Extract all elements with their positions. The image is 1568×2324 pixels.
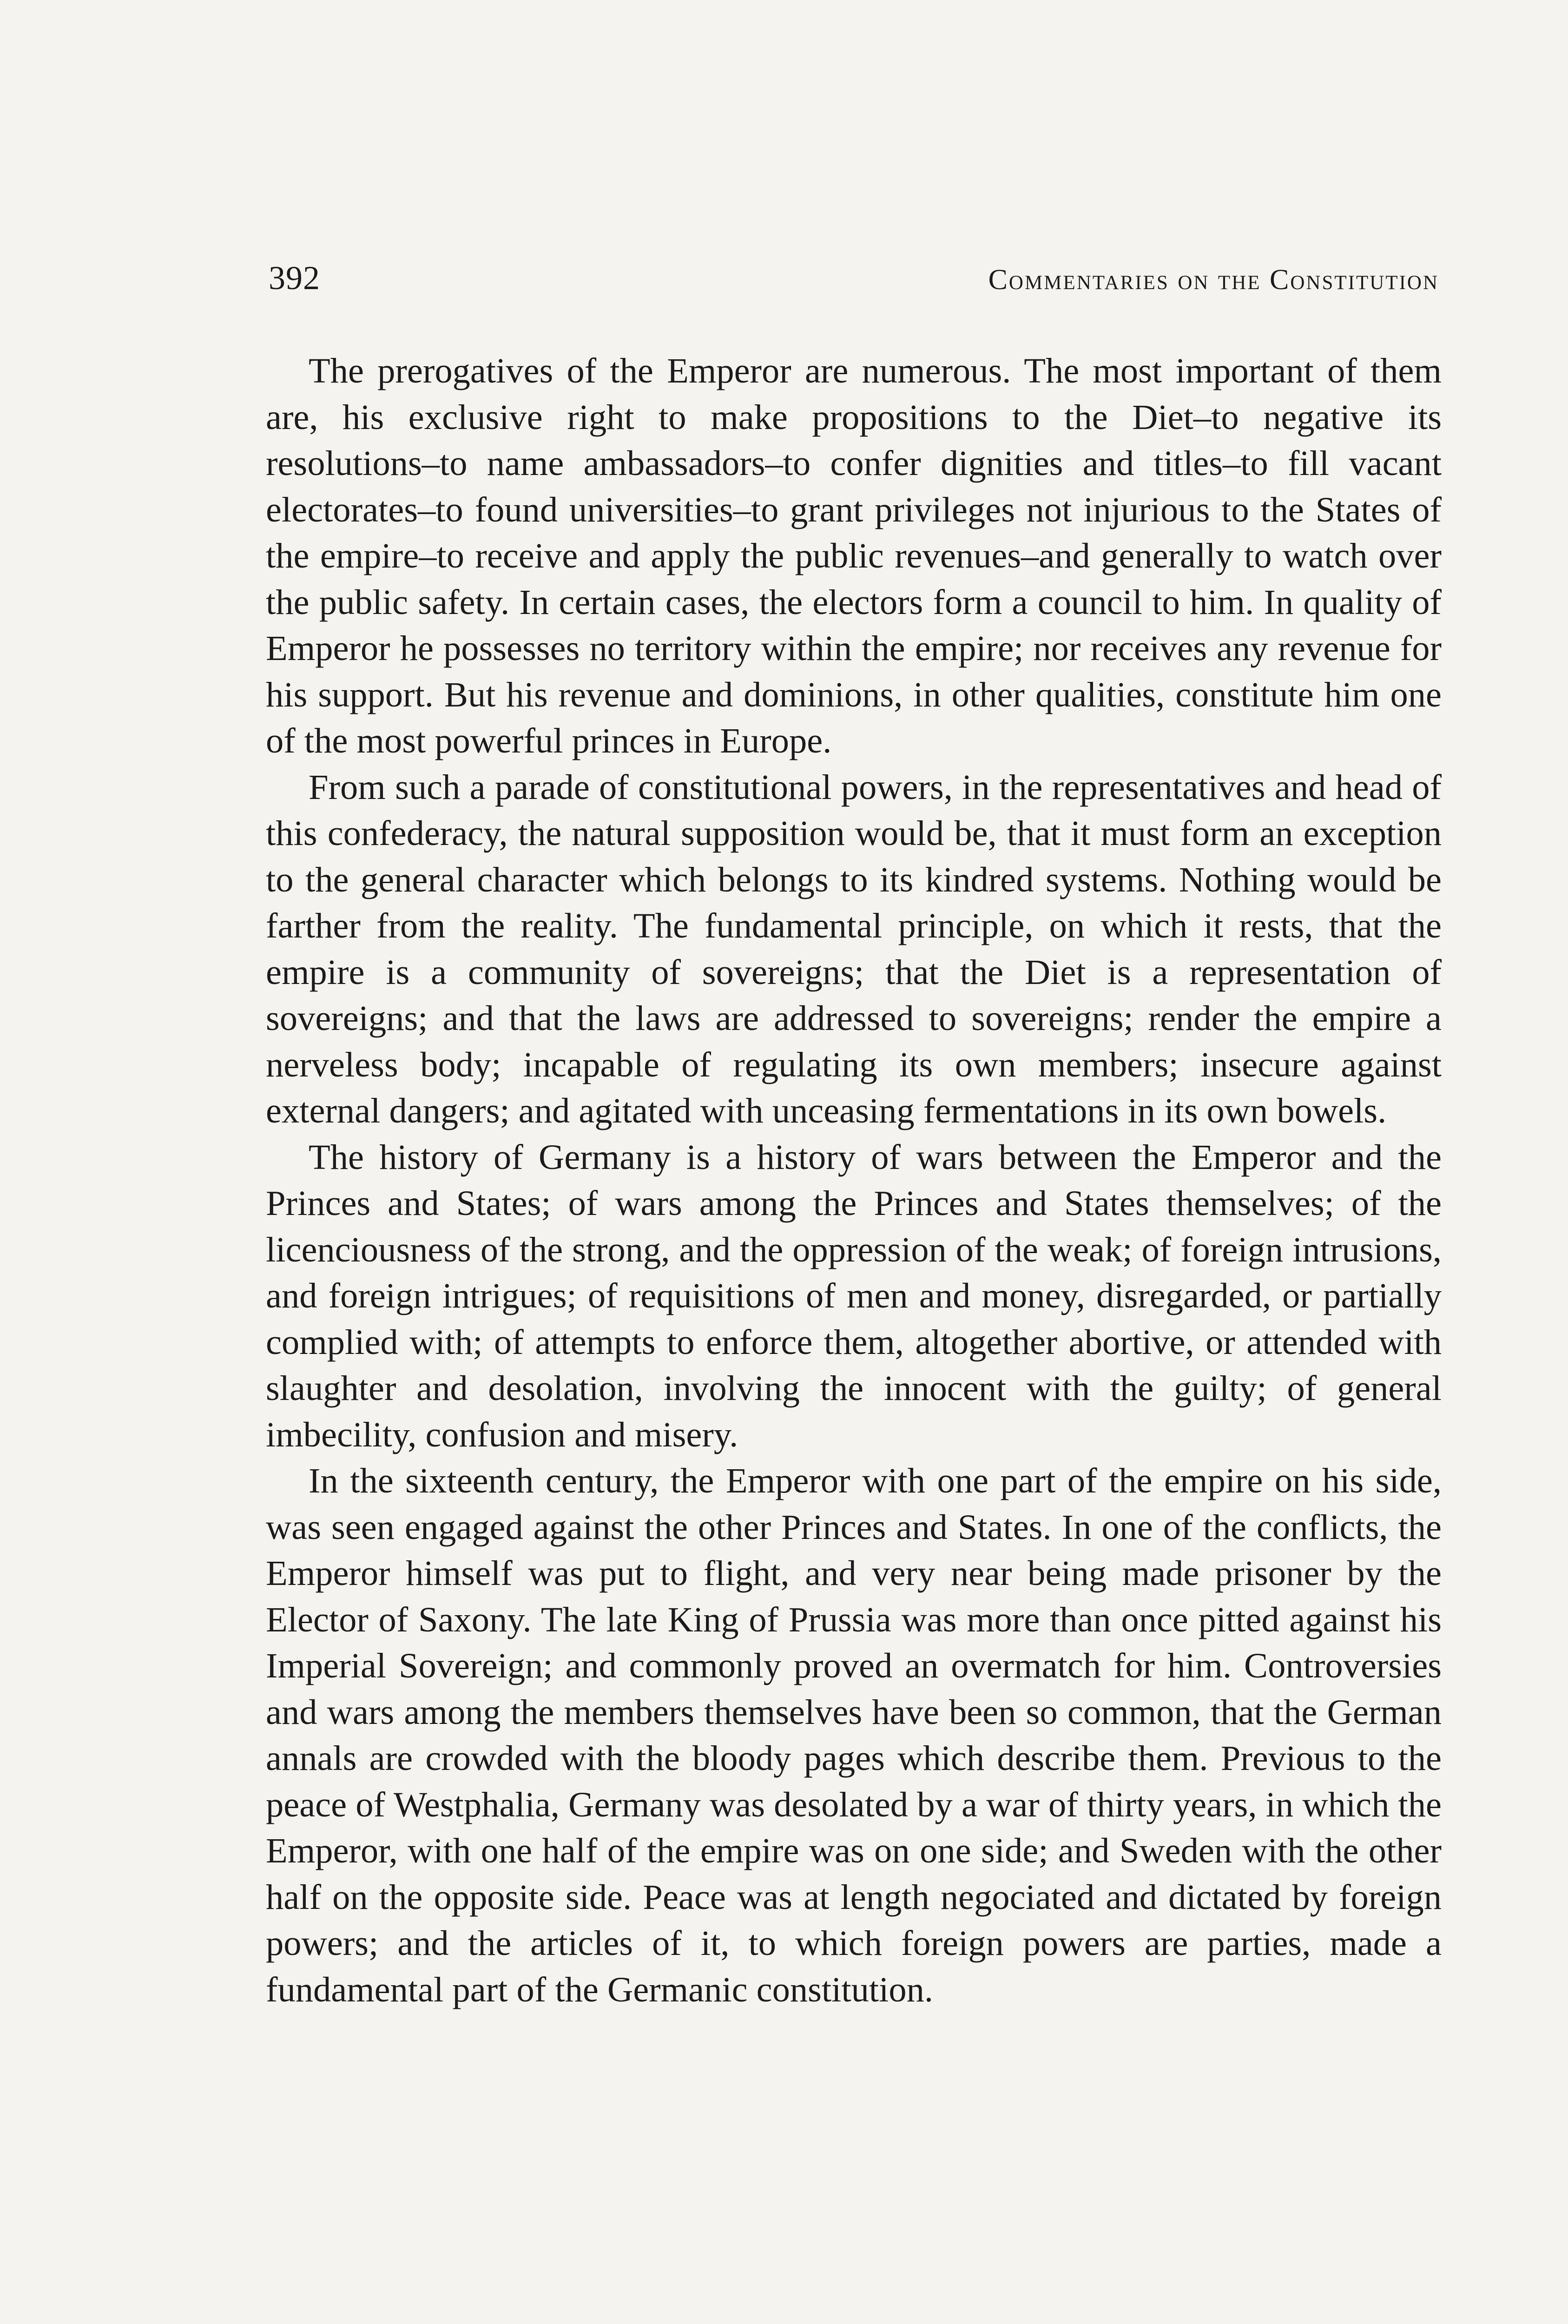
page-header bbox=[269, 255, 1439, 310]
page-number: 392 bbox=[269, 259, 320, 297]
paragraph-constitutional-powers: From such a parade of constitutional powers, in the representatives and head of this confederacy, the natural supposition would be, that it must form an exception to the general character which belongs to its kindred systems. Nothing would be farther from the reality. The fundamental principle, on which it rests, that the empire is a community of sovereigns; that the Diet is a representation of sovereigns; and that the laws are addressed to sovereigns; render the empire a nerveless body; incapable of regulating its own members; insecure against external dangers; and agitated with unceasing fermentations in its own bowels. bbox=[266, 767, 1442, 1130]
paragraph-sixteenth-century: In the sixteenth century, the Emperor with one part of the empire on his side, was seen engaged against the other Princes and States. In one of the conflicts, the Emperor himself was put to flight, and very near being made prisoner by the Elector of Saxony. The late King of Prussia was more than once pitted against his Imperial Sovereign; and commonly proved an overmatch for him. Controversies and wars among the members themselves have been so common, that the German annals are crowded with the bloody pages which describe them. Previous to the peace of Westphalia, Germany was desolated by a war of thirty years, in which the Emperor, with one half of the empire was on one side; and Sweden with the other half on the opposite side. Peace was at length negociated and dictated by foreign powers; and the articles of it, to which foreign powers are parties, made a fundamental part of the Germanic constitution. bbox=[266, 1461, 1442, 2009]
paragraph-emperor-prerogatives: The prerogatives of the Emperor are numerous. The most important of them are, his exclusive right to make propositions to the Diet–to negative its resolutions–to name ambassadors–to confer dignities and titles–to fill vacant electorates–to found universities–to grant privileges not injurious to the States of the empire–to receive and apply the public revenues–and generally to watch over the public safety. In certain cases, the electors form a council to him. In quality of Emperor he possesses no territory within the empire; nor receives any revenue for his support. But his revenue and dominions, in other qualities, constitute him one of the most powerful princes in Europe. bbox=[266, 351, 1442, 760]
body-text bbox=[266, 348, 1442, 2013]
running-head: Commentaries on the Constitution bbox=[988, 264, 1439, 296]
paragraph-history-of-germany: The history of Germany is a history of wars between the Emperor and the Princes and States; of wars among the Princes and States themselves; of the licenciousness of the strong, and the oppression of the weak; of foreign intrusions, and foreign intrigues; of requisitions of men and money, disregarded, or partially complied with; of attempts to enforce them, altogether abortive, or attended with slaughter and desolation, involving the innocent with the guilty; of general imbecility, confusion and misery. bbox=[266, 1137, 1442, 1454]
